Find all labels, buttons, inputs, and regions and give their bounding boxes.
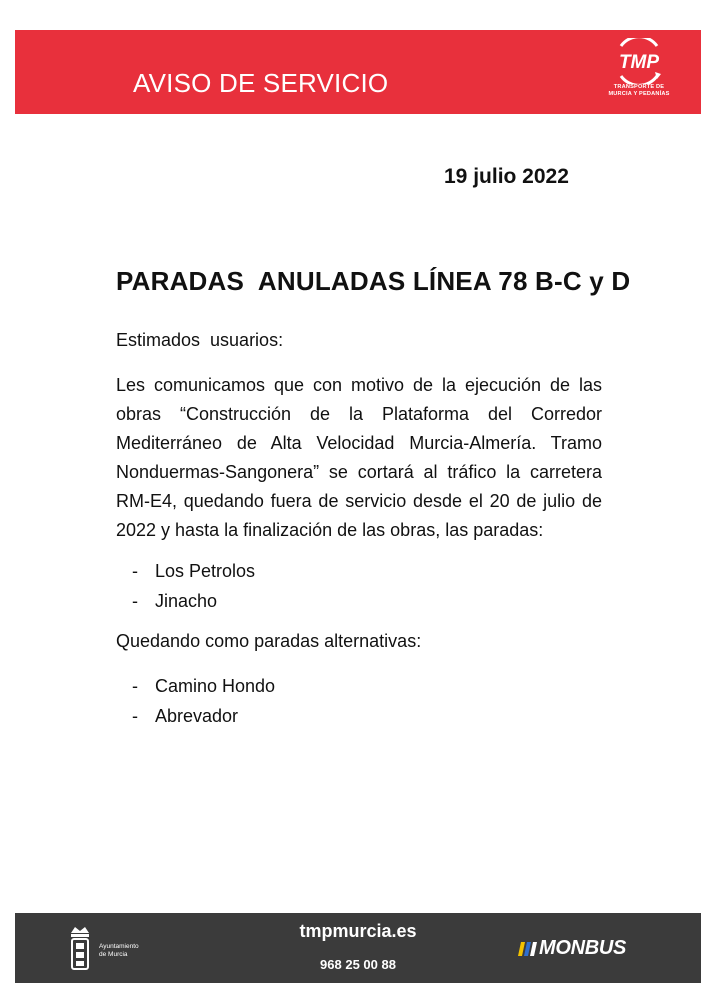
bullet: -: [132, 561, 138, 581]
notice-date: 19 julio 2022: [444, 165, 569, 188]
tagline-line-1: TRANSPORTE DE: [613, 84, 665, 90]
alternative-stops-list: [132, 671, 275, 731]
footer-bar: [15, 913, 701, 983]
stop-name: Los Petrolos: [155, 561, 256, 581]
banner-title: AVISO DE SERVICIO: [133, 68, 389, 98]
phone-number: 968 25 00 88: [320, 957, 396, 972]
stop-name: Camino Hondo: [155, 676, 276, 696]
tmp-logo-tagline: [591, 84, 687, 97]
bullet: -: [132, 706, 138, 726]
bullet: -: [132, 591, 138, 611]
list-item: [132, 671, 275, 701]
notice-body: Les comunicamos que con motivo de la ejecución de las obras “Construcción de la Plataforma del Corredor Mediterráneo de Alta Velocidad Murcia-Almería. Tramo Nonduermas-Sangonera” se cortará al tráfico la carretera RM-E4, quedando fuera de servicio desde el 20 de julio de 2022 y hasta la finalización de las obras, las paradas:: [116, 375, 602, 540]
tmp-logo: [591, 38, 687, 108]
list-item: [132, 556, 255, 586]
tmp-logo-text: TMP: [618, 52, 660, 73]
greeting: Estimados usuarios:: [116, 330, 284, 350]
monbus-stripes-icon: [517, 937, 539, 961]
notice-heading: PARADAS ANULADAS LÍNEA 78 B-C y D: [116, 266, 631, 296]
list-item: [132, 701, 275, 731]
monbus-logo: [517, 937, 657, 961]
stop-name: Jinacho: [155, 591, 218, 611]
stop-name: Abrevador: [155, 706, 239, 726]
ayuntamiento-line-1: Ayuntamiento: [99, 943, 139, 950]
list-item: [132, 586, 255, 616]
website-link[interactable]: tmpmurcia.es: [299, 921, 417, 941]
service-notice-banner: [15, 30, 701, 114]
cancelled-stops-list: [132, 556, 255, 616]
bullet: -: [132, 676, 138, 696]
monbus-wordmark: MONBUS: [539, 937, 627, 959]
tagline-line-2: MURCIA Y PEDANÍAS: [608, 90, 670, 97]
tmp-logo-icon: [591, 38, 687, 84]
ayuntamiento-line-2: de Murcia: [99, 951, 128, 958]
alternatives-intro: Quedando como paradas alternativas:: [116, 631, 422, 651]
